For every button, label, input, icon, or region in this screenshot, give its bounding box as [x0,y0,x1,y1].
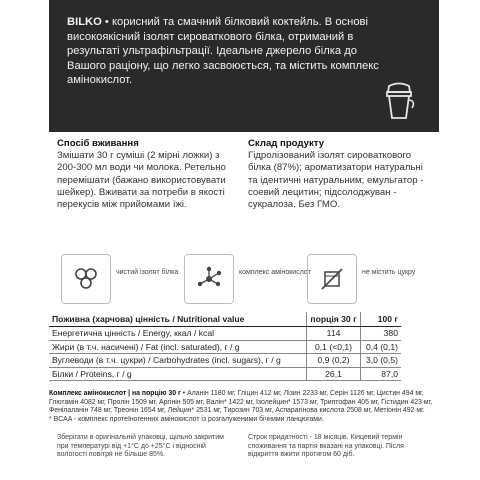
bcaa-note: * BCAA - комплекс протеїногенних амінокислот із розгалуженими бічними ланцюгами. [49,415,324,423]
description-body: В основі високоякісний ізолят сироваткового білка, отриманий в результаті ультрафільтрації. Ідеальне джерело білка до Вашого раціону, що легко засвоюється, та містить комплекс амінокислот. [67,16,379,87]
features-row [49,248,439,308]
feature-label: комплекс амінокислот [239,269,311,276]
product-description [67,15,392,88]
nutrient-portion-value: 0,1 (<0,1) [306,340,361,354]
nutrition-header-portion: порція 30 г [306,312,361,327]
feature-label: чистий ізолят білка [116,269,179,276]
shaker-bottle-icon [377,78,421,122]
usage-text: Змішати 30 г суміші (2 мірні ложки) з 200-300 мл води чи молока. Ретельно перемішати (бажано використовувати шейкер). Вживати за потреби в якості перекусів між прийомами їжі. [57,150,226,211]
table-row [49,367,401,381]
feature-label: не містить цукру [362,269,416,276]
nutrient-portion-value: 114 [306,327,361,341]
nutrient-portion-value: 0,9 (0,2) [306,354,361,368]
nutrient-name: Білки / Proteins, г / g [49,367,306,381]
amino-title: Комплекс амінокислот | на порцію 30 г [49,390,181,397]
nutrient-portion-value: 26,1 [306,367,361,381]
nutrition-table [49,312,439,381]
usage-title: Спосіб вживання [57,138,139,149]
nutrient-name: Жири (в т.ч. насичені) / Fat (incl. saturated), г / g [49,340,306,354]
nutrient-name: Вуглеводи (в т.ч. цукри) / Carbohydrates (incl. sugars), г / g [49,354,306,368]
nutrition-header-100g: 100 г [361,312,401,327]
table-row [49,340,401,354]
molecule-icon [61,254,111,304]
tagline: • корисний та смачний білковий коктейль. [101,16,322,28]
nutrient-100g-value: 0,4 (0,1) [361,340,401,354]
nutrient-100g-value: 380 [361,327,401,341]
amino-text: • Аланін 1180 мг, Гліцин 412 мг, Лізин 2233 мг, Серін 1126 мг, Цистин 494 мг, Глютамін 4082 мг, Пролін 1509 мг, Аргінін 505 мг, Валін* 1422 мг, Ізолейцин* 1573 мг, Триптофан 405 мг, Гістидин 423 мг, Фенілаланін 748 мг, Треонін 1654 мг, Лейцин* 2531 мг, Тирозин 703 мг, Аспарагінова кислота 2508 мг, Метіонін 492 мг. [49,390,433,415]
nutrient-100g-value: 87,0 [361,367,401,381]
composition-section [248,138,424,211]
usage-section [57,138,233,211]
product-description-panel [49,0,439,132]
table-row [49,327,401,341]
nutrient-name: Енергетична цінність / Energy, ккал / kcal [49,327,306,341]
nutrition-header-label: Поживна (харчова) цінність / Nutritional value [49,312,306,327]
composition-text: Гідролізований ізолят сироваткового білка (87%); ароматизатори натуральні та ідентичні натуральним; емульгатор - соевий лецитин; підсолоджуван - сукралоза. Без ГМО. [248,150,424,211]
nutrition-header-row [49,312,401,327]
amino-acid-section [49,390,441,424]
brand-name: BILKO [67,16,102,28]
table-row [49,354,401,368]
storage-text: Зберігати в оригінальній упаковці, щільно закритим при температурі від +1°С до +25°С і відносній вологості повітря не більше 85%. [57,434,224,459]
amino-network-icon [184,254,234,304]
nutrient-100g-value: 3,0 (0,5) [361,354,401,368]
no-sugar-icon [307,254,357,304]
composition-title: Склад продукту [248,138,325,149]
shelf-life-text: Строк придатності - 18 місяців. Кінцевий термін споживання та партія вказані на упаковці. Після відкриття вжити протягом 60 діб. [248,434,404,459]
